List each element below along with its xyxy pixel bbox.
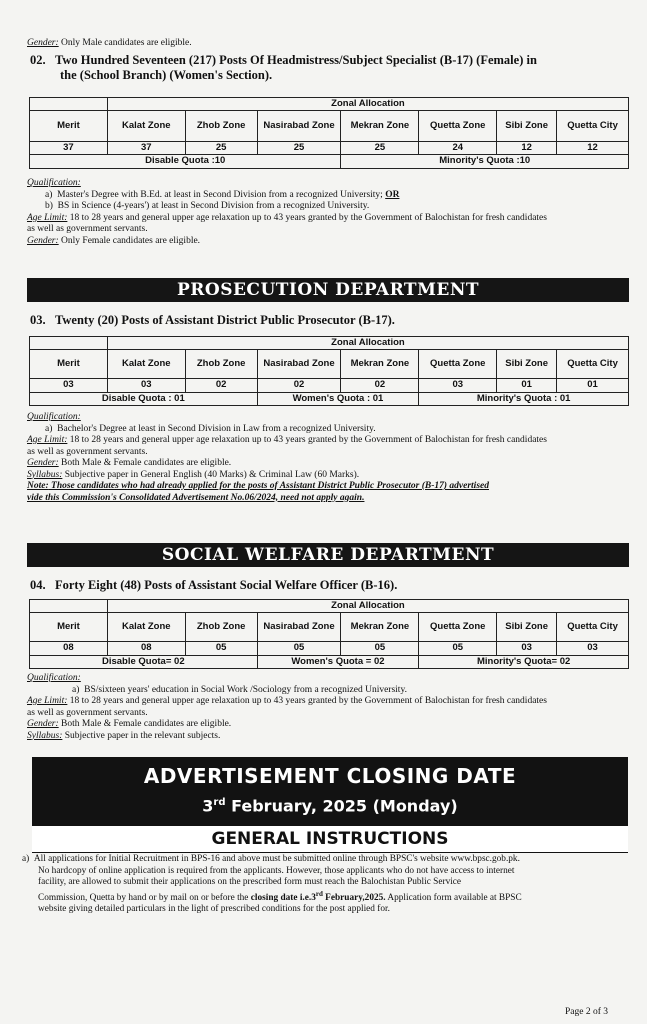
header-quetta-zone: Quetta Zone	[419, 612, 497, 641]
header-zhob: Zhob Zone	[185, 612, 257, 641]
syllabus	[27, 470, 627, 482]
date-rest: February, 2025 (Monday)	[225, 796, 458, 816]
gender-label: Gender:	[27, 38, 59, 48]
gender-label: Gender:	[27, 458, 59, 468]
section-03-details	[27, 412, 627, 504]
value-zhob: 02	[185, 379, 257, 392]
gender	[27, 719, 627, 731]
age-label: Age Limit:	[27, 696, 68, 706]
value-zhob: 05	[185, 642, 257, 655]
qualification-label: Qualification:	[27, 412, 81, 422]
value-quetta-zone: 03	[419, 379, 497, 392]
table-caption: Zonal Allocation	[107, 98, 628, 111]
section-02-allocation-table	[29, 97, 629, 169]
value-sibi: 12	[497, 141, 557, 155]
section-03-allocation-table	[29, 336, 629, 406]
section-03-title	[30, 313, 630, 328]
age-text-2: as well as government servants.	[27, 707, 148, 718]
note-text: Those candidates who had already applied for the posts of Assistant District Public Prosecutor (B-17) advertised	[48, 481, 489, 491]
item-marker: a)	[72, 684, 80, 695]
header-zhob: Zhob Zone	[185, 111, 257, 142]
quota-disable: Disable Quota :10	[30, 155, 341, 169]
item-text: Master's Degree with B.Ed. at least in Second Division from a recognized University;	[57, 189, 386, 200]
value-kalat: 08	[107, 642, 185, 655]
table-caption: Zonal Allocation	[107, 337, 628, 350]
header-kalat: Kalat Zone	[107, 111, 185, 142]
gender	[27, 236, 627, 248]
section-04-title	[30, 578, 630, 593]
title-line-1: Forty Eight (48) Posts of Assistant Social Welfare Officer (B-16).	[55, 578, 398, 592]
instruction-line-1: All applications for Initial Recruitment in BPS-16 and above must be submitted online through BPSC's website www.bpsc.gob.pk.	[33, 854, 520, 864]
syllabus	[27, 731, 627, 743]
header-quetta-city: Quetta City	[557, 612, 629, 641]
note-text-2: vide this Commission's Consolidated Advertisement No.06/2024, need not apply again.	[27, 492, 365, 503]
age-label: Age Limit:	[27, 435, 68, 445]
header-nasirabad: Nasirabad Zone	[257, 612, 341, 641]
header-kalat: Kalat Zone	[107, 349, 185, 378]
header-kalat: Kalat Zone	[107, 612, 185, 641]
header-mekran: Mekran Zone	[341, 111, 419, 142]
syllabus-label: Syllabus:	[27, 469, 63, 480]
header-merit: Merit	[30, 111, 108, 142]
header-quetta-zone: Quetta Zone	[419, 111, 497, 142]
value-merit: 03	[30, 379, 108, 392]
title-line-1: Twenty (20) Posts of Assistant District Public Prosecutor (B-17).	[55, 313, 395, 327]
header-quetta-city: Quetta City	[557, 349, 629, 378]
section-04-details	[27, 673, 627, 742]
qualification-item	[27, 190, 627, 202]
instruction-a	[22, 854, 632, 916]
instruction-line-5: website giving detailed particulars in the light of prescribed conditions for the post applied for.	[38, 904, 390, 915]
note-label: Note:	[27, 481, 49, 491]
quota-women: Women's Quota = 02	[257, 655, 419, 669]
header-mekran: Mekran Zone	[341, 612, 419, 641]
header-merit: Merit	[30, 612, 108, 641]
qualification-item	[27, 685, 627, 697]
qualification-label: Qualification:	[27, 178, 81, 188]
title-line-1: Two Hundred Seventeen (217) Posts Of Headmistress/Subject Specialist (B-17) (Female) in	[55, 53, 537, 67]
quota-women: Women's Quota : 01	[257, 392, 419, 406]
value-nasirabad: 25	[257, 141, 341, 155]
value-sibi: 01	[497, 379, 557, 392]
title-line-2: the (School Branch) (Women's Section).	[60, 68, 273, 82]
qualification-label: Qualification:	[27, 673, 81, 683]
item-marker: b)	[45, 201, 53, 211]
social-welfare-department-banner: SOCIAL WELFARE DEPARTMENT	[27, 543, 629, 567]
gender-text: Only Female candidates are eligible.	[58, 235, 201, 246]
section-04-allocation-table	[29, 599, 629, 669]
value-nasirabad: 02	[257, 379, 341, 392]
section-number: 03.	[30, 313, 46, 327]
age-limit	[27, 696, 627, 708]
item-extra: OR	[385, 189, 400, 200]
instruction-line-2: No hardcopy of online application is required from the applicants. However, those applicants who do not have access to internet	[38, 865, 515, 876]
line-4-closing-date: closing date i.e.3	[250, 892, 316, 903]
quota-disable: Disable Quota= 02	[30, 655, 258, 669]
syllabus-text: Subjective paper in General English (40 Marks) & Criminal Law (60 Marks).	[62, 469, 360, 480]
qualification-item	[27, 201, 627, 213]
quota-minority: Minority's Quota : 01	[419, 392, 629, 406]
value-quetta-city: 01	[557, 379, 629, 392]
top-gender-line	[27, 37, 192, 49]
age-label: Age Limit:	[27, 212, 68, 223]
value-mekran: 25	[341, 141, 419, 155]
date-day: 3	[202, 796, 214, 816]
item-marker: a)	[45, 423, 53, 434]
line-4-suffix: rd	[315, 889, 323, 898]
closing-date	[32, 790, 628, 819]
header-sibi: Sibi Zone	[497, 111, 557, 142]
closing-title: ADVERTISEMENT CLOSING DATE	[143, 764, 517, 788]
quota-minority: Minority's Quota= 02	[419, 655, 629, 669]
gender-label: Gender:	[27, 719, 59, 729]
header-nasirabad: Nasirabad Zone	[257, 111, 341, 142]
value-merit: 08	[30, 642, 108, 655]
header-sibi: Sibi Zone	[497, 349, 557, 378]
value-mekran: 05	[341, 642, 419, 655]
prosecution-department-banner: PROSECUTION DEPARTMENT	[27, 278, 629, 302]
line-4-part-d: Application form available at BPSC	[385, 892, 522, 903]
header-quetta-zone: Quetta Zone	[419, 349, 497, 378]
value-quetta-zone: 24	[419, 141, 497, 155]
quota-disable: Disable Quota : 01	[30, 392, 258, 406]
line-4-month: February,2025.	[322, 892, 386, 903]
instruction-marker: a)	[22, 854, 30, 864]
instruction-line-4	[22, 889, 632, 905]
table-caption: Zonal Allocation	[107, 600, 628, 613]
date-suffix: rd	[213, 797, 226, 808]
header-quetta-city: Quetta City	[557, 111, 629, 142]
section-number: 02.	[30, 53, 46, 67]
page-number: Page 2 of 3	[565, 1007, 609, 1017]
gender-text: Both Male & Female candidates are eligible.	[58, 719, 232, 729]
section-number: 04.	[30, 578, 46, 592]
gender-text: Only Male candidates are eligible.	[58, 38, 192, 48]
header-merit: Merit	[30, 349, 108, 378]
age-text-2: as well as government servants.	[27, 224, 148, 234]
item-text: Bachelor's Degree at least in Second Division in Law from a recognized University.	[57, 423, 376, 434]
header-zhob: Zhob Zone	[185, 349, 257, 378]
instruction-line-3: facility, are allowed to submit their applications on the prescribed form must reach the Balochistan Public Service	[38, 877, 462, 887]
section-02-title	[30, 53, 630, 83]
value-quetta-city: 03	[557, 642, 629, 655]
age-text-2: as well as government servants.	[27, 446, 148, 457]
value-zhob: 25	[185, 141, 257, 155]
syllabus-label: Syllabus:	[27, 730, 63, 741]
note	[27, 481, 627, 493]
qualification-item	[27, 424, 627, 436]
value-kalat: 03	[107, 379, 185, 392]
value-quetta-zone: 05	[419, 642, 497, 655]
value-sibi: 03	[497, 642, 557, 655]
line-4-part-a: Commission, Quetta by hand or by mail on or before the	[38, 892, 251, 903]
header-sibi: Sibi Zone	[497, 612, 557, 641]
quota-minority: Minority's Quota :10	[341, 155, 629, 169]
value-mekran: 02	[341, 379, 419, 392]
age-text: 18 to 28 years and general upper age relaxation up to 43 years granted by the Government of Balochistan for fresh candidates	[67, 212, 547, 223]
value-merit: 37	[30, 141, 108, 155]
value-nasirabad: 05	[257, 642, 341, 655]
header-nasirabad: Nasirabad Zone	[257, 349, 341, 378]
item-text: BS/sixteen years' education in Social Work /Sociology from a recognized University.	[84, 684, 407, 695]
item-text: BS in Science (4-years') at least in Second Division from a recognized University.	[57, 201, 370, 211]
general-instructions-heading: GENERAL INSTRUCTIONS	[32, 826, 628, 852]
age-limit	[27, 435, 627, 447]
gender-text: Both Male & Female candidates are eligible.	[58, 458, 232, 468]
value-quetta-city: 12	[557, 141, 629, 155]
value-kalat: 37	[107, 141, 185, 155]
header-mekran: Mekran Zone	[341, 349, 419, 378]
gender-label: Gender:	[27, 235, 59, 246]
age-text: 18 to 28 years and general upper age relaxation up to 43 years granted by the Government of Balochistan for fresh candidates	[67, 435, 547, 445]
section-02-details	[27, 178, 627, 247]
gender	[27, 458, 627, 470]
item-marker: a)	[45, 189, 53, 200]
age-limit	[27, 213, 627, 225]
age-text: 18 to 28 years and general upper age relaxation up to 43 years granted by the Government of Balochistan for fresh candidates	[67, 696, 547, 706]
syllabus-text: Subjective paper in the relevant subjects.	[62, 730, 221, 741]
